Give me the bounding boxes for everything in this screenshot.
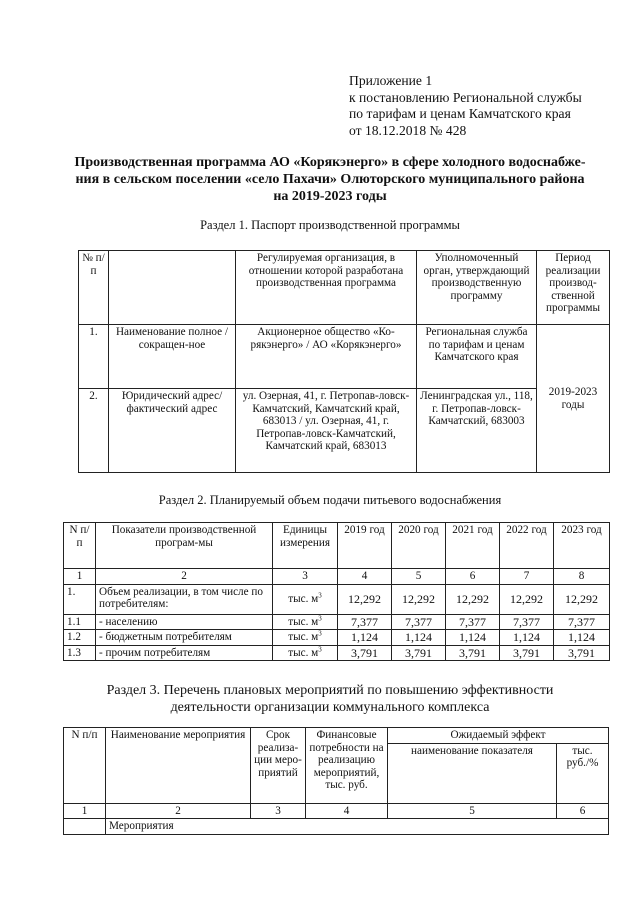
index-cell: 4 [338,569,392,585]
header-effect-value: тыс. руб./% [557,743,609,803]
passport-header-row [79,251,610,325]
unit-sup: 3 [318,591,322,600]
row-org: Акционерное общество «Ко-рякэнерго» / АО «Корякэнерго» [236,325,417,389]
index-cell: 1 [64,569,96,585]
unit-sup: 3 [318,629,322,638]
row-unit [273,630,338,646]
index-cell: 6 [557,803,609,819]
volume-row [64,584,610,614]
section2-heading: Раздел 2. Планируемый объем подачи питьевого водоснабжения [158,493,502,507]
section3-heading-line: Раздел 3. Перечень плановых мероприятий по повышению эффективности [106,683,554,698]
row-num: 1.3 [64,645,96,661]
value-cell: 3,791 [446,645,500,661]
value-cell: 12,292 [338,584,392,614]
value-cell: 1,124 [500,630,554,646]
index-cell: 2 [96,569,273,585]
row-authority: Региональная служба по тарифам и ценам Камчатского края [417,325,537,389]
header-year: 2021 год [446,523,500,569]
value-cell: 3,791 [392,645,446,661]
index-cell: 2 [106,803,251,819]
row-name: - населению [96,614,273,630]
value-cell: 12,292 [446,584,500,614]
passport-row [79,389,610,473]
value-cell: 12,292 [392,584,446,614]
header-year: 2019 год [338,523,392,569]
header-name: Наименование мероприятия [106,728,251,804]
title-line: Производственная программа АО «Корякэнерго» в сфере холодного водоснабже- [74,155,586,170]
section3-heading-line: деятельности организации коммунального комплекса [170,700,490,715]
index-row [64,803,609,819]
header-effect-name: наименование показателя [388,743,557,803]
row-num: 1. [64,584,96,614]
title-line: ния в сельском поселении «село Пахачи» Олюторского муниципального района [75,172,585,187]
header-num: N п/п [64,523,96,569]
index-cell: 4 [306,803,388,819]
value-cell: 1,124 [554,630,610,646]
row-label: Юридический адрес/фактический адрес [109,389,236,473]
row-unit [273,614,338,630]
appendix-line: Приложение 1 [349,73,433,88]
appendix-line: по тарифам и ценам Камчатского края [349,106,571,121]
unit-text: тыс. м [288,631,319,644]
appendix-block [349,73,619,139]
value-cell: 7,377 [392,614,446,630]
value-cell: 3,791 [500,645,554,661]
row-org: ул. Озерная, 41, г. Петропав-ловск-Камчатский, Камчатский край, 683013 / ул. Озерная, 41, г. Петропав-ловск-Камчатский, Камчатский край, 683013 [236,389,417,473]
measures-header-row [64,728,609,744]
unit-text: тыс. м [288,646,319,659]
index-cell: 8 [554,569,610,585]
period-value: 2019-2023 годы [537,325,610,473]
header-effect: Ожидаемый эффект [388,728,609,744]
volume-header-row [64,523,610,569]
value-cell: 12,292 [500,584,554,614]
empty-cell [64,819,106,835]
header-period: Период реализации производ-ственной программы [537,251,610,325]
volume-row [64,645,610,661]
row-unit [273,645,338,661]
section3-heading [40,682,620,716]
row-label: Наименование полное / сокращен-ное [109,325,236,389]
value-cell: 3,791 [338,645,392,661]
volume-row [64,630,610,646]
appendix-line: от 18.12.2018 № 428 [349,122,467,138]
value-cell: 12,292 [554,584,610,614]
index-cell: 1 [64,803,106,819]
header-org: Регулируемая организация, в отношении которой разработана производственная программа [236,251,417,325]
header-indicator: Показатели производственной програм-мы [96,523,273,569]
index-cell: 3 [251,803,306,819]
row-num: 1. [79,325,109,389]
header-term: Срок реализа-ции меро-приятий [251,728,306,804]
index-cell: 6 [446,569,500,585]
value-cell: 3,791 [554,645,610,661]
value-cell: 7,377 [500,614,554,630]
value-cell: 7,377 [554,614,610,630]
index-cell: 5 [392,569,446,585]
index-cell: 7 [500,569,554,585]
title-line: на 2019-2023 годы [273,189,387,204]
header-authority: Уполномоченный орган, утверждающий производственную программу [417,251,537,325]
header-num: N п/п [64,728,106,804]
document-title [40,154,620,205]
index-cell: 3 [273,569,338,585]
row-authority: Ленинградская ул., 118, г. Петропав-ловск-Камчатский, 683003 [417,389,537,473]
row-unit [273,584,338,614]
row-name: Объем реализации, в том числе по потребителям: [96,584,273,614]
header-finance: Финансовые потребности на реализацию мероприятий, тыс. руб. [306,728,388,804]
value-cell: 1,124 [446,630,500,646]
value-cell: 7,377 [446,614,500,630]
header-empty [109,251,236,325]
header-year: 2022 год [500,523,554,569]
unit-text: тыс. м [288,592,319,605]
index-row [64,569,610,585]
unit-sup: 3 [318,645,322,654]
value-cell: 7,377 [338,614,392,630]
header-year: 2020 год [392,523,446,569]
value-cell: 1,124 [392,630,446,646]
row-name: - прочим потребителям [96,645,273,661]
row-num: 1.1 [64,614,96,630]
row-num: 2. [79,389,109,473]
passport-table [78,250,610,473]
measures-table [63,727,609,835]
unit-sup: 3 [318,613,322,622]
appendix-line: к постановлению Региональной службы [349,89,582,105]
volume-table [63,522,610,661]
section1-heading: Раздел 1. Паспорт производственной программы [200,218,460,232]
unit-text: тыс. м [288,615,319,628]
measures-subheading-row [64,819,609,835]
passport-row [79,325,610,389]
header-year: 2023 год [554,523,610,569]
row-num: 1.2 [64,630,96,646]
volume-row [64,614,610,630]
header-unit: Единицы измерения [273,523,338,569]
measures-subheading: Мероприятия [106,819,609,835]
row-name: - бюджетным потребителям [96,630,273,646]
value-cell: 1,124 [338,630,392,646]
index-cell: 5 [388,803,557,819]
header-num: № п/п [79,251,109,325]
